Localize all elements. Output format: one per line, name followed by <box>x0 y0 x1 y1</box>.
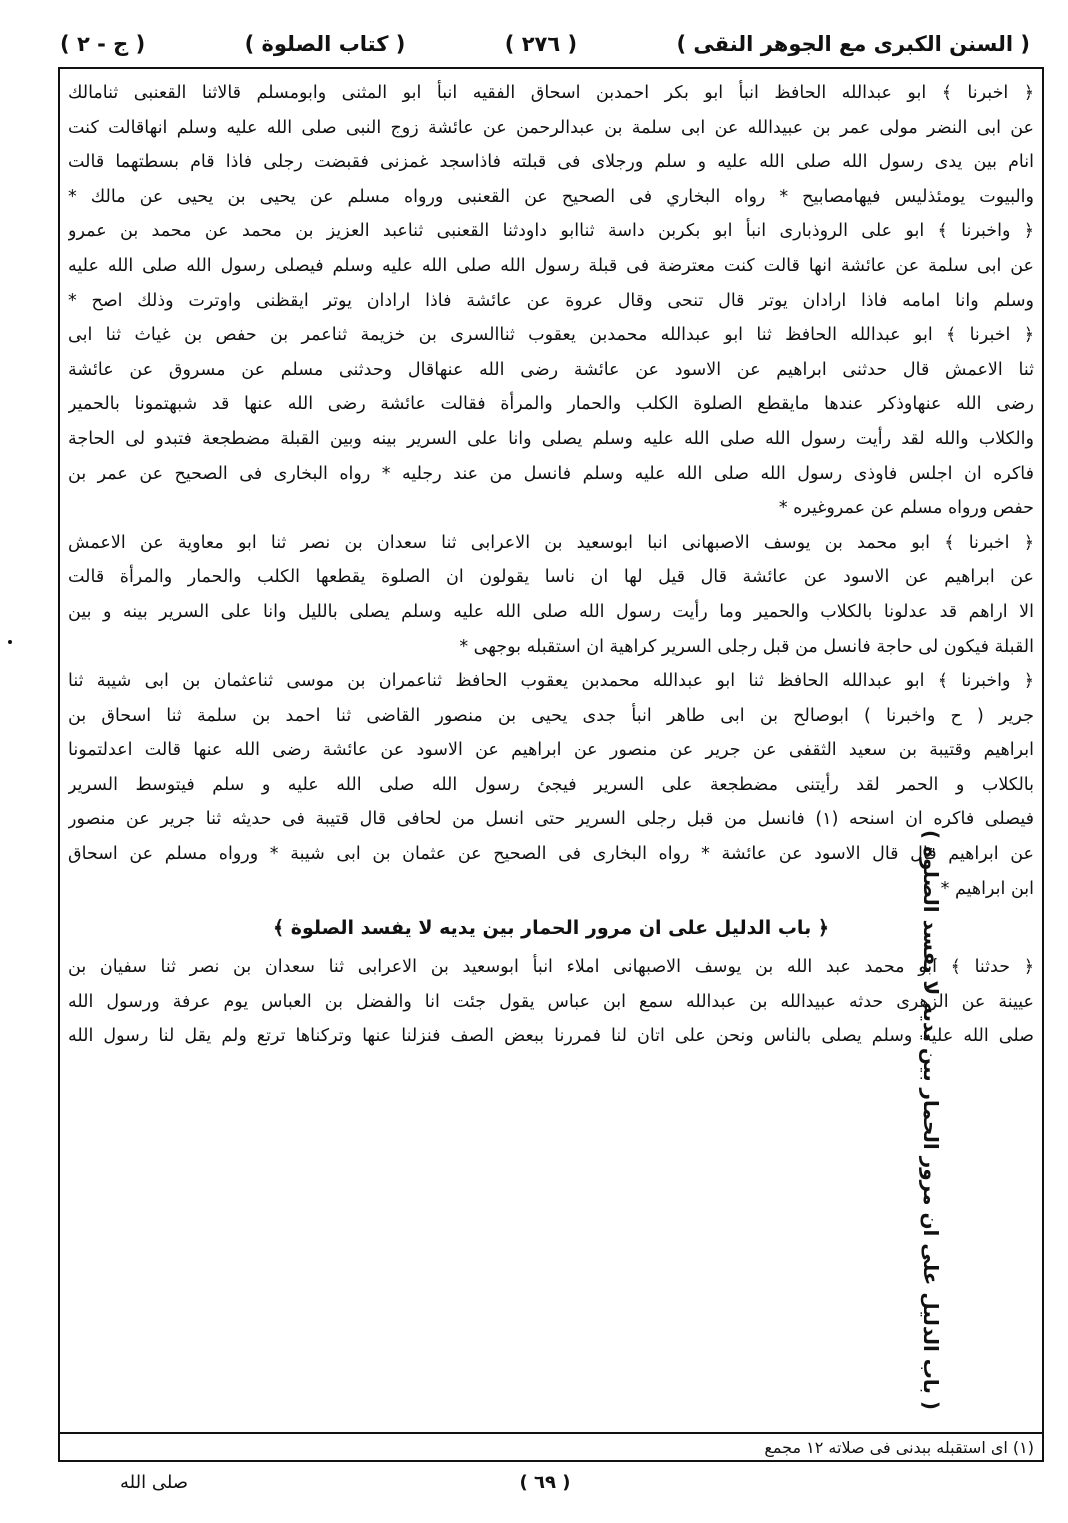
text-line: فيصلى فاكره ان اسنحه (١) فانسل من قبل رجلى السرير حتى انسل من لحافى قال قتيبة فى حديثه ثنا جرير عن منصور <box>68 809 1034 830</box>
text-line: ﴿ اخبرنا ﴾ ابو عبدالله الحافظ انبأ ابو بكر احمدبن اسحاق الفقيه انبأ ابو المثنى وابومسلم قالاثنا القعنبى ثنامالك <box>68 83 1034 103</box>
text-line: بالكلاب و الحمر لقد رأيتنى مضطجعة على السرير فيجئ رسول الله صلى الله عليه و سلم فيتوسط السرير <box>68 774 1034 795</box>
frame-bottom-rule <box>58 1460 1044 1462</box>
text-line: ﴿ اخبرنا ﴾ ابو محمد بن يوسف الاصبهانى انبا ابوسعيد بن الاعرابى ثنا سعدان بن نصر ثنا ابو معاوية عن الاعمش <box>68 532 1034 553</box>
text-line: رضى الله عنهاوذكر عندها مايقطع الصلوة الكلب والحمار والمرأة فقالت عائشة رضى الله عنها قد شبهتمونا بالحمير <box>68 394 1034 415</box>
text-line: عن ابراهيم عن الاسود عن عائشة قال قيل لها ان ناسا يقولون ان الصلوة يقطعها الكلب والحمار والمرأة قالت <box>68 567 1034 588</box>
main-text <box>68 76 1034 1054</box>
page-number: ( ٦٩ ) <box>519 1472 571 1493</box>
text-line: ثنا الاعمش قال حدثنى ابراهيم عن الاسود عن عائشة رضى الله عنهاقال وحدثنى مسلم عن مسروق عن عائشة <box>68 359 1034 380</box>
text-line: والبيوت يومئذليس فيهامصابيح * رواه البخاري فى الصحيح عن القعنبى ورواه مسلم عن يحيى بن يحيى عن مالك * <box>68 186 1034 207</box>
text-line: ﴿ واخبرنا ﴾ ابو على الروذبارى انبأ ابو بكربن داسة ثناابو داودثنا القعنبى ثناعبد العزيز بن محمد عن محمد بن عمرو <box>68 221 1034 242</box>
text-line: عن ابراهيم قال قال الاسود عن عائشة * رواه البخارى فى الصحيح عن عثمان بن ابى شيبة * ورواه مسلم عن اسحاق <box>68 844 1034 865</box>
text-line: صلى الله عليه وسلم يصلى بالناس ونحن على اتان لنا فمررنا ببعض الصف فنزلنا عنها وتركناها ترتع ولم يقل لنا رسول الله <box>68 1026 1034 1047</box>
text-line: جرير ( ح واخبرنا ) ابوصالح بن ابى طاهر انبأ جدى يحيى بن منصور القاضى ثنا احمد بن سلمة ثنا اسحاق بن <box>68 705 1034 726</box>
text-line: ﴿ اخبرنا ﴾ ابو عبدالله الحافظ ثنا ابو عبدالله محمدبن يعقوب ثناالسرى بن خزيمة ثناعمر بن حفص بن غياث ثنا ابى <box>68 325 1034 346</box>
footnote: (١) اى استقبله ببدنى فى صلاته ١٢ مجمع <box>764 1438 1034 1457</box>
frame-top-rule <box>58 67 1044 69</box>
page-footer <box>60 1466 1030 1506</box>
text-line: حفص ورواه مسلم عن عمروغيره * <box>778 498 1034 519</box>
text-line: القبلة فيكون لى حاجة فانسل من قبل رجلى السرير كراهية ان استقبله بوجهى * <box>459 636 1034 657</box>
frame-right-rule <box>1042 67 1044 1462</box>
text-line: والكلاب والله لقد رأيت رسول الله صلى الله عليه وسلم يصلى وانا على السرير بينه وبين القبلة مضطجعة فتبدو لى الحاجة <box>68 428 1034 449</box>
text-line: فاكره ان اجلس فاوذى رسول الله صلى الله عليه وسلم فانسل من عند رجليه * رواه البخارى فى الصحيح عن عمر بن <box>68 463 1034 484</box>
text-line: عيينة عن الزهرى حدثه عبيدالله بن عبدالله سمع ابن عباس يقول جئت انا والفضل بن العباس يوم عرفة ورسول الله <box>68 991 1034 1012</box>
text-line: انام بين يدى رسول الله صلى الله عليه و سلم ورجلاى فى قبلته فاذاسجد غمزنى فقبضت رجلى فاذا قام بسطتهما قالت <box>68 152 1034 173</box>
volume-label: ( ج - ٢ ) <box>60 32 146 56</box>
page-label: ( ٢٧٦ ) <box>504 32 578 56</box>
footnote-divider <box>58 1432 1044 1434</box>
text-line: عن ابى سلمة عن عائشة انها قالت كنت معترضة فى قبلة رسول الله صلى الله عليه وسلم فيصلى رسول الله صلى الله عليه <box>68 255 1034 276</box>
text-line: الا اراهم قد عدلونا بالكلاب والحمير وما رأيت رسول الله صلى الله عليه وسلم يصلى بالليل وانا على السرير بينه و بين <box>68 601 1034 622</box>
page-header <box>60 24 1030 64</box>
margin-mark <box>8 640 12 644</box>
text-line: ابن ابراهيم * <box>940 878 1034 899</box>
text-line: وسلم وانا امامه فاذا ارادان يوتر قال تنحى وقال عروة عن عائشة فاذا ارادان يوتر ايقظنى واوترت وذلك اصح * <box>68 290 1034 311</box>
text-line: ﴿ واخبرنا ﴾ ابو عبدالله الحافظ ثنا ابو عبدالله محمدبن يعقوب الحافظ ثناعمران بن موسى ثناعثمان بن ابى شيبة ثنا <box>68 671 1034 692</box>
chapter-title: ( كتاب الصلوة ) <box>244 32 406 56</box>
text-line: ابراهيم وقتيبة بن سعيد الثقفى عن جرير عن منصور عن ابراهيم عن الاسود عن عائشة رضى الله عنها قالت اعدلتمونا <box>68 740 1034 761</box>
text-line: عن ابى النضر مولى عمر بن عبيدالله عن ابى سلمة بن عبدالرحمن عن عائشة زوج النبى صلى الله عليه وسلم انهاقالت كنت <box>68 117 1034 138</box>
catchword: صلى الله <box>120 1472 189 1493</box>
book-title: ( السنن الكبرى مع الجوهر النقى ) <box>676 32 1030 56</box>
frame-left-rule <box>58 67 60 1462</box>
text-line: ﴿ حدثنا ﴾ ابو محمد عبد الله بن يوسف الاصبهانى املاء انبأ ابوسعيد بن الاعرابى ثنا سعدان بن نصر ثنا سفيان بن <box>68 957 1034 978</box>
margin-title-text: ( باب الدليل على ان مرور الحمار بين يديه لا يفسد الصلوة ) <box>919 829 943 1410</box>
section-heading: ﴿ باب الدليل على ان مرور الحمار بين يديه لا يفسد الصلوة ﴾ <box>273 917 829 940</box>
